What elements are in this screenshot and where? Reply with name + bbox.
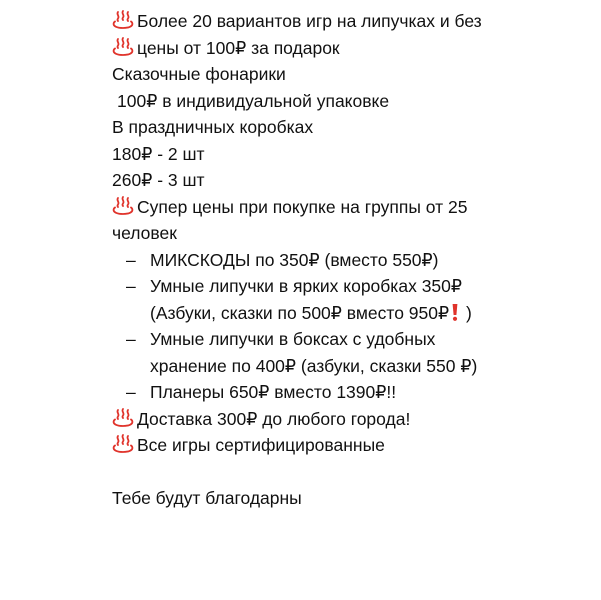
list-item: – Умные липучки в боксах с удобных хранение по 400₽ (азбуки, сказки 550 ₽) xyxy=(112,326,510,379)
list-item: – МИКСКОДЫ по 350₽ (вместо 550₽) xyxy=(112,247,510,274)
line-delivery: Доставка 300₽ до любого города! xyxy=(112,406,583,433)
line-certified: Все игры сертифицированные xyxy=(112,432,583,459)
line-price-3: 260₽ - 3 шт xyxy=(112,170,205,190)
line-lanterns: Сказочные фонарики xyxy=(112,64,286,84)
line-group-prices: Супер цены при покупке на группы от 25 человек xyxy=(112,196,468,243)
list-dash: – xyxy=(126,249,136,270)
hot-springs-icon xyxy=(112,434,134,454)
list-dash: – xyxy=(126,276,136,296)
line-lanterns-price: 100₽ в индивидуальной упаковке xyxy=(117,90,390,111)
hot-springs-icon xyxy=(112,10,134,30)
line-gift-boxes: В праздничных коробках xyxy=(112,117,314,137)
line-games-count: Более 20 вариантов игр на липучках и без xyxy=(112,8,497,35)
list-dash: – xyxy=(126,382,136,402)
list-item: – Умные липучки в ярких коробках 350₽ (Азбуки, сказки по 500₽ вместо 950₽ ) xyxy=(112,273,510,326)
spacer xyxy=(112,459,583,485)
line-thanks: Тебе будут благодарны xyxy=(112,487,302,508)
list-item: – Планеры 650₽ вместо 1390₽!! xyxy=(112,379,510,406)
line-price-2: 180₽ - 2 шт xyxy=(112,143,205,164)
red-exclamation-icon xyxy=(451,302,459,322)
hot-springs-icon xyxy=(112,37,134,57)
hot-springs-icon xyxy=(112,408,134,428)
hot-springs-icon xyxy=(112,196,134,216)
list-dash: – xyxy=(126,329,136,349)
line-price-from: цены от 100₽ за подарок xyxy=(112,35,583,62)
